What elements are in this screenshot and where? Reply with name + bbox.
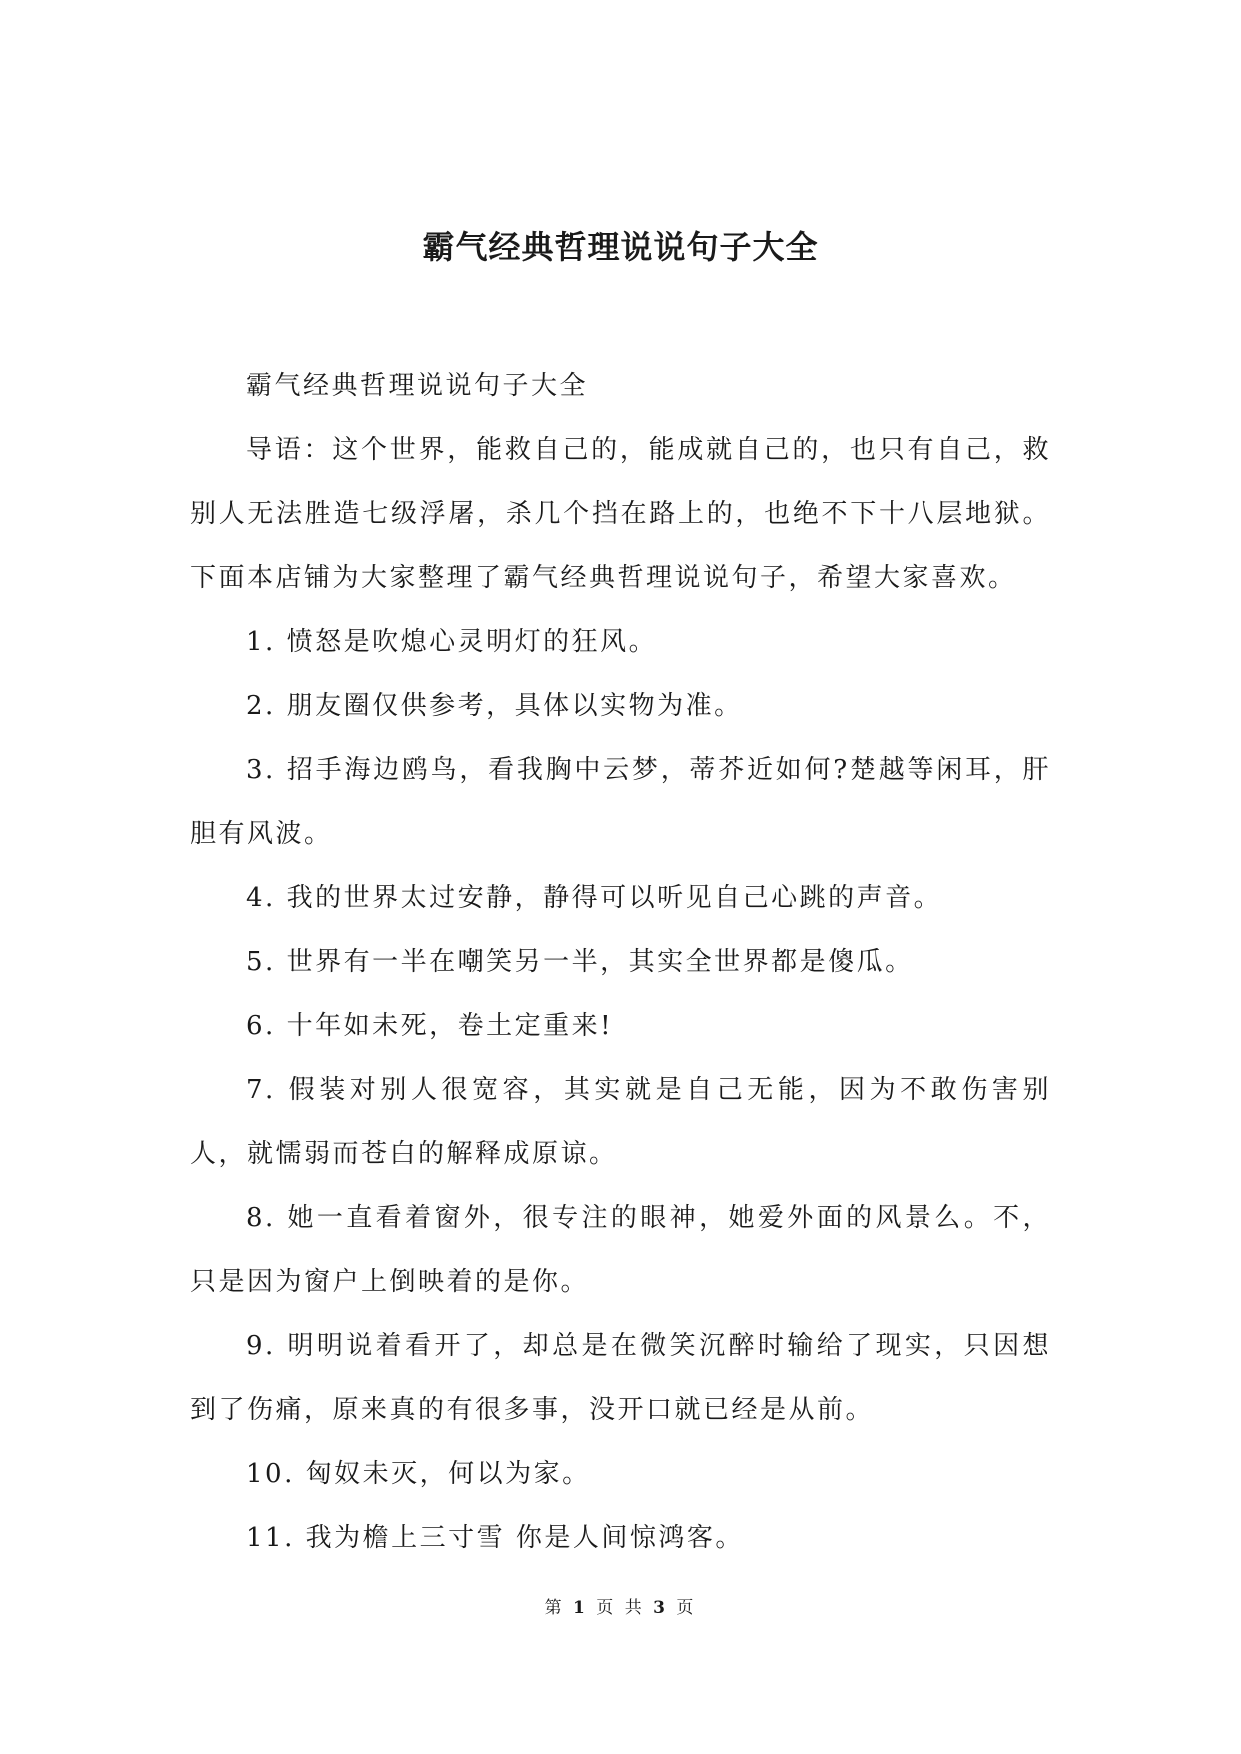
list-item: 9. 明明说着看开了，却总是在微笑沉醉时输给了现实，只因想到了伤痛，原来真的有很多事，没开口就已经是从前。 [190, 1331, 1051, 1425]
document-body [190, 354, 1051, 1570]
list-item: 1. 愤怒是吹熄心灵明灯的狂风。 [246, 627, 658, 657]
list-item: 8. 她一直看着窗外，很专注的眼神，她爱外面的风景么。不，只是因为窗户上倒映着的是你。 [190, 1203, 1051, 1297]
total-pages-number: 3 [653, 1598, 668, 1618]
footer-prefix: 第 [544, 1598, 565, 1618]
current-page-number: 1 [573, 1598, 588, 1618]
page-footer [0, 1596, 1241, 1620]
paragraph-subtitle: 霸气经典哲理说说句子大全 [246, 371, 589, 401]
list-item: 10. 匈奴未灭，何以为家。 [246, 1459, 591, 1489]
list-item: 11. 我为檐上三寸雪 你是人间惊鸿客。 [246, 1523, 744, 1553]
list-item: 7. 假装对别人很宽容，其实就是自己无能，因为不敢伤害别人，就懦弱而苍白的解释成原谅。 [190, 1075, 1051, 1169]
paragraph-intro: 导语：这个世界，能救自己的，能成就自己的，也只有自己，救别人无法胜造七级浮屠，杀几个挡在路上的，也绝不下十八层地狱。下面本店铺为大家整理了霸气经典哲理说说句子，希望大家喜欢。 [190, 435, 1051, 593]
list-item: 3. 招手海边鸥鸟，看我胸中云梦，蒂芥近如何?楚越等闲耳，肝胆有风波。 [190, 755, 1051, 849]
list-item: 4. 我的世界太过安静，静得可以听见自己心跳的声音。 [246, 883, 943, 913]
footer-suffix: 页 [676, 1598, 697, 1618]
footer-middle: 页 共 [596, 1598, 645, 1618]
list-item: 2. 朋友圈仅供参考，具体以实物为准。 [246, 691, 743, 721]
list-item: 5. 世界有一半在嘲笑另一半，其实全世界都是傻瓜。 [246, 947, 914, 977]
document-title: 霸气经典哲理说说句子大全 [422, 228, 819, 266]
list-item: 6. 十年如未死，卷土定重来! [246, 1011, 614, 1041]
